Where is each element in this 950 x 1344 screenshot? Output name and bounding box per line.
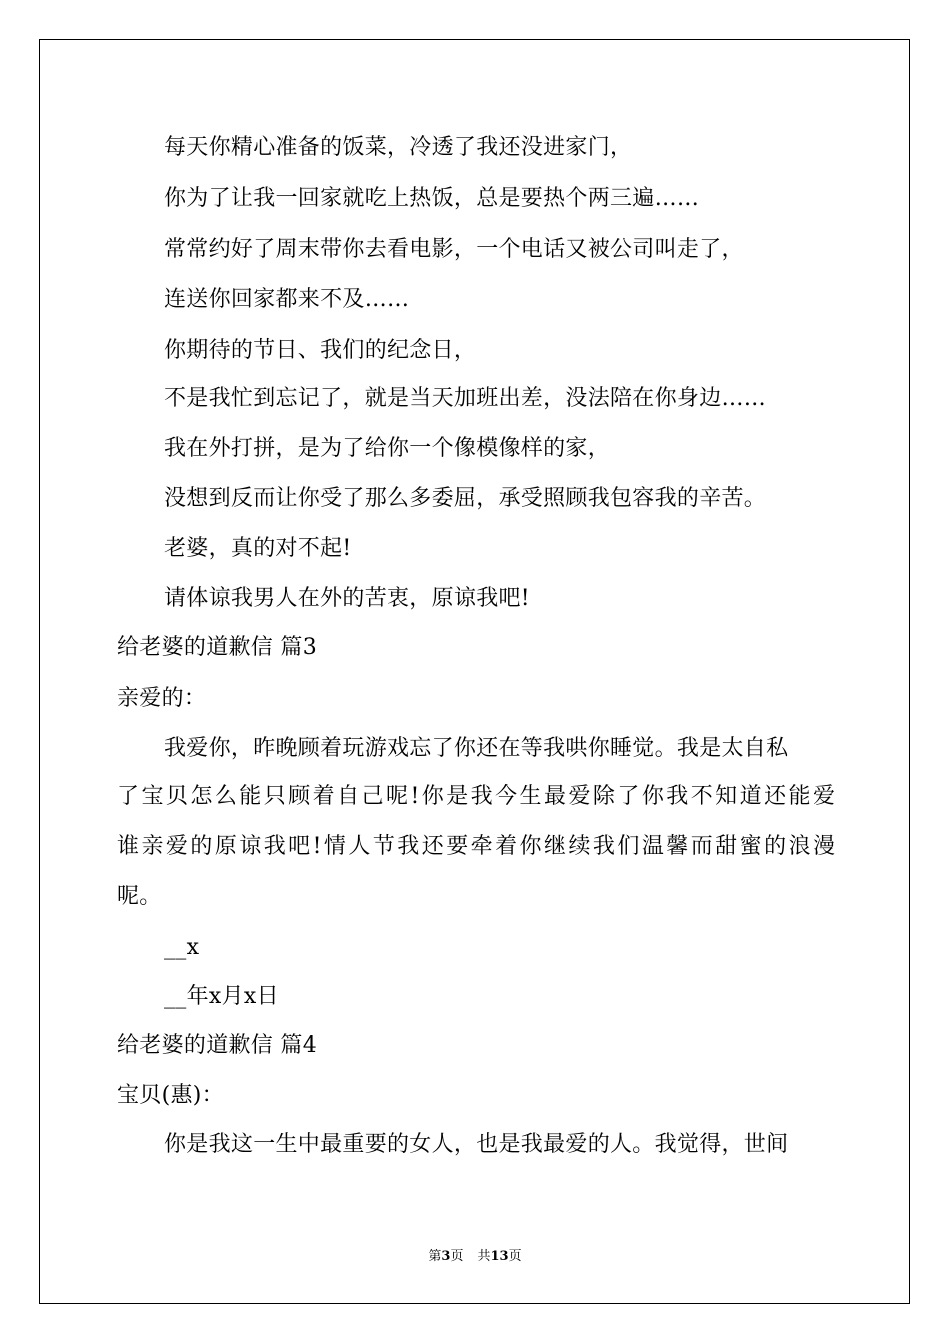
page-prefix: 第 xyxy=(428,1249,442,1264)
letter-body-line: 我爱你，昨晚顾着玩游戏忘了你还在等我哄你睡觉。我是太自私 xyxy=(164,736,789,761)
paragraph-line: 连送你回家都来不及…… xyxy=(164,287,410,312)
page-border xyxy=(39,39,910,1304)
paragraph-line: 请体谅我男人在外的苦衷，原谅我吧! xyxy=(164,586,530,611)
section-heading-3: 给老婆的道歉信 篇3 xyxy=(117,635,317,660)
salutation: 亲爱的： xyxy=(117,686,207,711)
total-suffix: 页 xyxy=(508,1249,522,1264)
page-total: 13 xyxy=(490,1249,509,1264)
letter-body-line: 呢。 xyxy=(117,884,162,909)
section-heading-4: 给老婆的道歉信 篇4 xyxy=(117,1033,317,1058)
paragraph-line: 你为了让我一回家就吃上热饭，总是要热个两三遍…… xyxy=(164,186,700,211)
total-prefix: 共 xyxy=(477,1249,491,1264)
signature: __x xyxy=(164,935,200,960)
paragraph-line: 我在外打拼，是为了给你一个像模像样的家， xyxy=(164,436,611,461)
page-footer xyxy=(0,1248,950,1266)
paragraph-line: 每天你精心准备的饭菜，冷透了我还没进家门， xyxy=(164,135,633,160)
paragraph-line: 你期待的节日、我们的纪念日， xyxy=(164,338,477,363)
letter-date: __年x月x日 xyxy=(164,984,279,1009)
letter-body-line: 了宝贝怎么能只顾着自己呢!你是我今生最爱除了你我不知道还能爱 xyxy=(117,784,835,809)
paragraph-line: 老婆，真的对不起! xyxy=(164,536,352,561)
letter-body-line: 谁亲爱的原谅我吧!情人节我还要牵着你继续我们温馨而甜蜜的浪漫 xyxy=(117,834,835,859)
salutation: 宝贝(惠)： xyxy=(117,1083,224,1108)
paragraph-line: 常常约好了周末带你去看电影，一个电话又被公司叫走了， xyxy=(164,237,744,262)
letter-body-line: 你是我这一生中最重要的女人，也是我最爱的人。我觉得，世间 xyxy=(164,1132,789,1157)
paragraph-line: 没想到反而让你受了那么多委屈，承受照顾我包容我的辛苦。 xyxy=(164,486,767,511)
page-suffix: 页 xyxy=(450,1249,464,1264)
page-number: 3 xyxy=(441,1249,451,1264)
paragraph-line: 不是我忙到忘记了，就是当天加班出差，没法陪在你身边…… xyxy=(164,386,767,411)
